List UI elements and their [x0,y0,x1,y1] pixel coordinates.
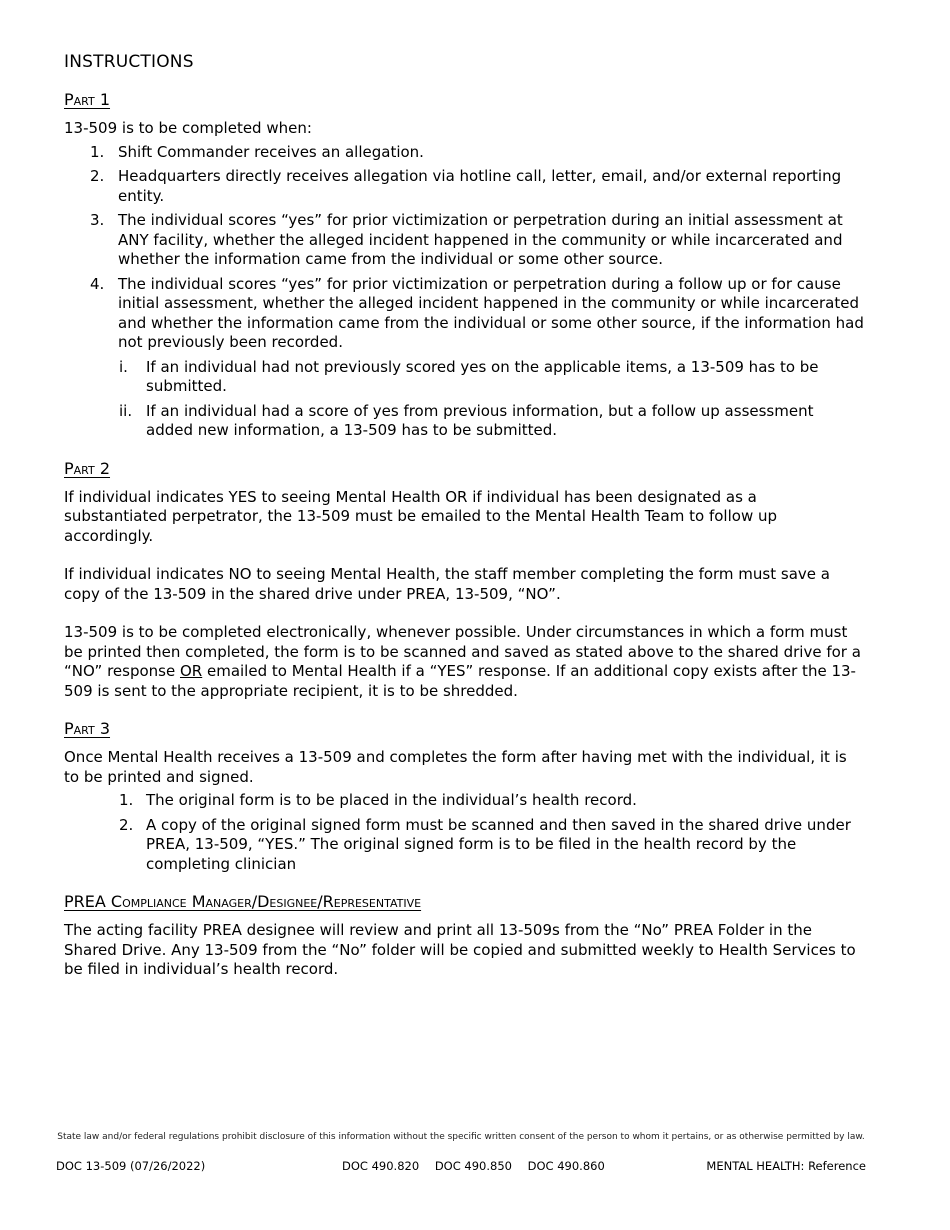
prea-text: The acting facility PREA designee will review and print all 13-509s from the “No” PREA Folder in the Shared Drive. Any 13-509 from the “No” folder will be copied and submitted weekly to Health Services to be filed in individual’s health record. [64,921,856,978]
para-text: 13-509 is to be completed electronically, whenever possible. Under circumstances in which a form must be printed then completed, the form is to be scanned and saved as stated above to the shared drive for a “NO” response [64,623,861,680]
list-number: ii. [119,401,133,420]
policy-ref: DOC 490.820 [342,1159,420,1173]
part-1-list [64,143,864,353]
list-number: 1. [119,791,134,809]
list-text: The individual scores “yes” for prior victimization or perpetration during an initial assessment at ANY facility, whether the alleged incident happened in the community or while incarcerated and whether the information came from the individual or some other source. [118,211,843,268]
list-item [64,402,864,441]
policy-ref: DOC 490.860 [527,1159,605,1173]
list-text: Headquarters directly receives allegation via hotline call, letter, email, and/or external reporting entity. [118,167,842,205]
part-3-section [64,719,864,874]
list-number: i. [119,357,128,376]
para-text: emailed to Mental Health if a “YES” response. If an additional copy exists after the 13-509 is sent to the appropriate recipient, it is to be shredded. [64,662,856,700]
prea-section [64,892,864,980]
policy-ref: DOC 490.850 [434,1159,512,1173]
list-text: The original form is to be placed in the individual’s health record. [146,791,637,809]
part-1-heading: Part 1 [64,90,111,109]
list-number: 4. [90,274,105,293]
prea-heading: PREA Compliance Manager/Designee/Representative [64,892,422,911]
list-number: 2. [119,815,134,834]
list-item [64,211,864,270]
instructions-page [64,52,864,998]
list-number: 3. [90,211,105,229]
list-number: 2. [90,167,105,185]
part-2-para-1: If individual indicates YES to seeing Mental Health OR if individual has been designated as a substantiated perpetrator, the 13-509 must be emailed to the Mental Health Team to follow up accordingly. [64,487,778,545]
part-3-heading: Part 3 [64,719,111,738]
part-3-intro: Once Mental Health receives a 13-509 and completes the form after having met with the individual, it is to be printed and signed. [64,748,847,786]
part-1-intro: 13-509 is to be completed when: [64,119,312,137]
list-item [64,358,864,397]
part-2-heading: Part 2 [64,458,111,478]
list-item [64,167,864,206]
list-text: If an individual had a score of yes from previous information, but a follow up assessment added new information, a 13-509 has to be submitted. [146,401,814,439]
list-text: Shift Commander receives an allegation. [118,142,424,161]
form-id: DOC 13-509 (07/26/2022) [56,1159,206,1173]
part-3-list [64,791,864,874]
part-2-para-3 [64,623,864,701]
part-1-sublist [64,358,864,441]
part-2-para-2: If individual indicates NO to seeing Mental Health, the staff member completing the form must save a copy of the 13-509 in the shared drive under PREA, 13-509, “NO”. [64,565,830,603]
confidentiality-note: State law and/or federal regulations prohibit disclosure of this information without the specific written consent of the person to whom it pertains, or as otherwise permitted by law. [57,1132,865,1142]
list-text: The individual scores “yes” for prior victimization or perpetration during a follow up or for cause initial assessment, whether the alleged incident happened in the community or while incarcerated and whether the information came from the individual or some other source, if the information had not previously been recorded. [118,274,864,351]
list-item [64,143,864,163]
list-text: If an individual had not previously scored yes on the applicable items, a 13-509 has to be submitted. [146,357,819,395]
list-text: A copy of the original signed form must be scanned and then saved in the shared drive under PREA, 13-509, “YES.” The original signed form is to be filed in the health record by the completing clinician [146,815,851,873]
policy-refs [342,1159,617,1173]
page-title: INSTRUCTIONS [64,52,194,72]
list-number: 1. [90,142,105,161]
part-1-section [64,90,864,441]
part-2-section [64,459,864,702]
list-item [64,275,864,353]
list-item [64,791,864,811]
category-label: MENTAL HEALTH: Reference [706,1159,866,1173]
or-emphasis: OR [179,662,203,680]
list-item [64,816,864,875]
